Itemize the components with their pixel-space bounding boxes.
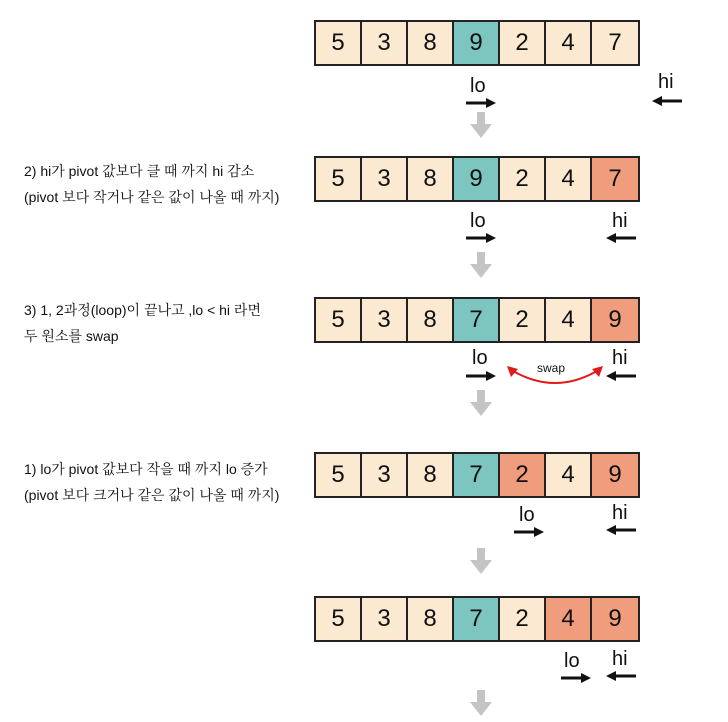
hi-label: hi <box>658 71 674 93</box>
left-arrow-icon <box>606 233 636 243</box>
array-cell: 8 <box>408 158 454 200</box>
array-step-1 <box>314 156 640 202</box>
swap-label: swap <box>537 361 566 375</box>
lo-label: lo <box>564 650 580 672</box>
array-cell: 3 <box>362 598 408 640</box>
array-cell: 2 <box>500 158 546 200</box>
description-line: (pivot 보다 작거나 같은 값이 나올 때 까지) <box>24 189 280 205</box>
array-cell: 3 <box>362 299 408 341</box>
pivot-cell: 7 <box>454 299 500 341</box>
right-arrow-icon <box>466 371 496 381</box>
lo-label: lo <box>470 210 486 232</box>
down-arrow-icon <box>470 252 492 278</box>
left-arrow-icon <box>606 525 636 535</box>
down-arrow-icon <box>470 548 492 574</box>
array-cell: 8 <box>408 299 454 341</box>
right-arrow-icon <box>466 233 496 243</box>
lo-label: lo <box>472 347 488 369</box>
array-cell: 5 <box>316 22 362 64</box>
step-description <box>24 456 279 508</box>
right-arrow-icon <box>514 527 544 537</box>
highlighted-cell: 4 <box>546 598 592 640</box>
highlighted-cell: 9 <box>592 454 638 496</box>
array-cell: 5 <box>316 454 362 496</box>
array-step-0 <box>314 20 640 66</box>
lo-label: lo <box>470 75 486 97</box>
array-cell: 3 <box>362 22 408 64</box>
highlighted-cell: 9 <box>592 598 638 640</box>
array-cell: 2 <box>500 598 546 640</box>
pivot-cell: 9 <box>454 158 500 200</box>
array-cell: 8 <box>408 22 454 64</box>
array-cell: 2 <box>500 22 546 64</box>
left-arrow-icon <box>606 671 636 681</box>
array-step-4 <box>314 596 640 642</box>
array-step-3 <box>314 452 640 498</box>
left-arrow-icon <box>652 96 682 106</box>
array-cell: 3 <box>362 158 408 200</box>
array-cell: 4 <box>546 158 592 200</box>
lo-label: lo <box>519 504 535 526</box>
array-cell: 8 <box>408 454 454 496</box>
pivot-cell: 9 <box>454 22 500 64</box>
array-cell: 5 <box>316 299 362 341</box>
hi-label: hi <box>612 347 628 369</box>
pivot-cell: 7 <box>454 454 500 496</box>
array-cell: 8 <box>408 598 454 640</box>
left-arrow-icon <box>606 371 636 381</box>
swap-arrow-icon <box>505 359 605 387</box>
hi-label: hi <box>612 648 628 670</box>
description-line: 3) 1, 2과정(loop)이 끝나고 ,lo < hi 라면 <box>24 302 261 318</box>
array-cell: 7 <box>592 22 638 64</box>
hi-label: hi <box>612 502 628 524</box>
right-arrow-icon <box>561 673 591 683</box>
description-line: 1) lo가 pivot 값보다 작을 때 까지 lo 증가 <box>24 461 268 477</box>
hi-label: hi <box>612 210 628 232</box>
step-description <box>24 158 279 210</box>
down-arrow-icon <box>470 112 492 138</box>
highlighted-cell: 2 <box>500 454 546 496</box>
down-arrow-icon <box>470 390 492 416</box>
highlighted-cell: 9 <box>592 299 638 341</box>
step-description <box>24 297 261 349</box>
array-cell: 4 <box>546 22 592 64</box>
array-cell: 4 <box>546 454 592 496</box>
description-line: (pivot 보다 크거나 같은 값이 나올 때 까지) <box>24 487 280 503</box>
right-arrow-icon <box>466 98 496 108</box>
down-arrow-icon <box>470 690 492 716</box>
highlighted-cell: 7 <box>592 158 638 200</box>
pivot-cell: 7 <box>454 598 500 640</box>
array-cell: 5 <box>316 158 362 200</box>
description-line: 2) hi가 pivot 값보다 클 때 까지 hi 감소 <box>24 163 255 179</box>
description-line: 두 원소를 swap <box>24 328 119 344</box>
array-cell: 3 <box>362 454 408 496</box>
array-cell: 4 <box>546 299 592 341</box>
array-step-2 <box>314 297 640 343</box>
array-cell: 5 <box>316 598 362 640</box>
array-cell: 2 <box>500 299 546 341</box>
